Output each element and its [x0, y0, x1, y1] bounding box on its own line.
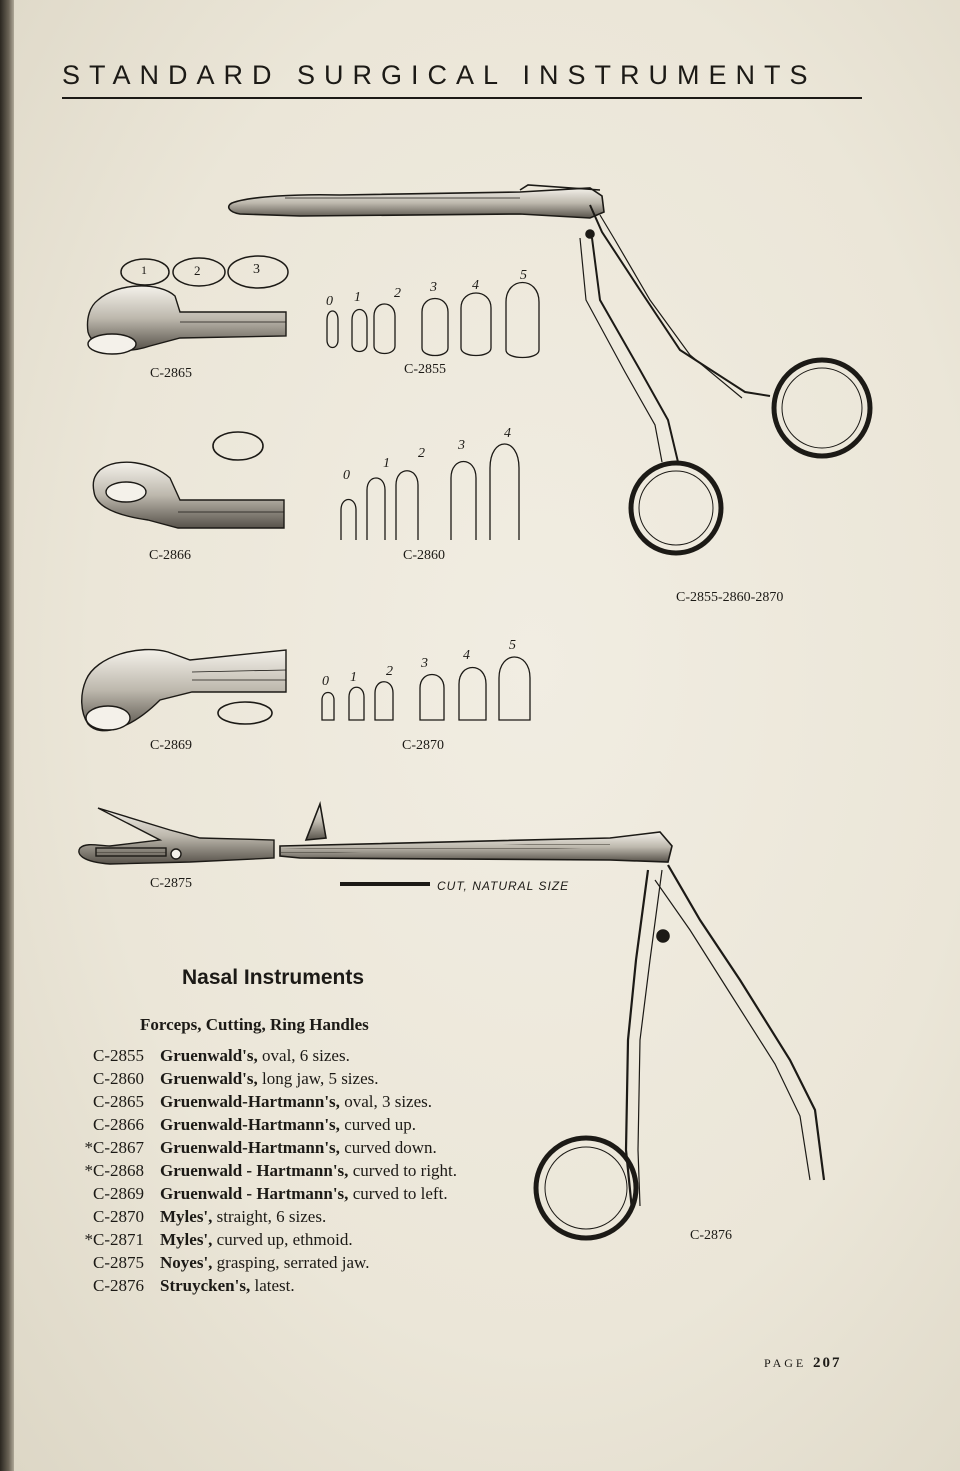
size-number: 3 [421, 656, 428, 671]
catalog-desc: curved up. [339, 1115, 416, 1134]
catalog-name: Gruenwald's, [160, 1069, 258, 1088]
figure-label-c2865: C-2865 [150, 366, 192, 381]
catalog-code: C-2866 [93, 1115, 144, 1134]
size-marker-c2866 [213, 432, 263, 460]
jaw-c2875-illustration [79, 808, 274, 864]
size-marker-label: 2 [194, 263, 201, 278]
size-number: 3 [458, 438, 465, 453]
catalog-desc: grasping, serrated jaw. [212, 1253, 370, 1272]
catalog-desc: oval, 6 sizes. [257, 1046, 350, 1065]
catalog-row [62, 1205, 522, 1228]
size-number: 5 [509, 638, 516, 653]
catalog-code: C-2876 [93, 1276, 144, 1295]
catalog-name: Gruenwald-Hartmann's, [160, 1138, 340, 1157]
size-number: 4 [472, 278, 479, 293]
catalog-row [62, 1067, 522, 1090]
figure-label-c2870: C-2870 [402, 738, 444, 753]
catalog-entry [160, 1113, 522, 1136]
size-number: 0 [326, 294, 333, 309]
catalog-desc: straight, 6 sizes. [212, 1207, 327, 1226]
catalog-name: Noyes', [160, 1253, 213, 1272]
figure-label-c2876: C-2876 [690, 1228, 732, 1243]
size-number: 1 [350, 670, 357, 685]
page-header-title: STANDARD SURGICAL INSTRUMENTS [62, 60, 817, 90]
jaw-c2865-illustration [87, 286, 286, 354]
catalog-entry [160, 1274, 522, 1297]
size-number: 3 [430, 280, 437, 295]
catalog-code: *C-2871 [84, 1230, 144, 1249]
catalog-name: Gruenwald - Hartmann's, [160, 1184, 349, 1203]
catalog-name: Myles', [160, 1207, 213, 1226]
catalog-desc: curved up, ethmoid. [212, 1230, 353, 1249]
page-label: PAGE [764, 1356, 807, 1370]
catalog-entry [160, 1182, 522, 1205]
catalog-row [62, 1044, 522, 1067]
scale-bar [340, 882, 430, 886]
catalog-row [62, 1090, 522, 1113]
figure-label-c2860: C-2860 [403, 548, 445, 563]
size-number: 4 [504, 426, 511, 441]
catalog-name: Myles', [160, 1230, 213, 1249]
size-number: 2 [418, 446, 425, 461]
catalog-name: Gruenwald-Hartmann's, [160, 1092, 340, 1111]
jaw-c2869-illustration [82, 650, 286, 731]
catalog-entry [160, 1090, 522, 1113]
catalog-name: Gruenwald's, [160, 1046, 258, 1065]
size-number: 2 [386, 664, 393, 679]
catalog-code: C-2869 [93, 1184, 144, 1203]
catalog-row [62, 1228, 522, 1251]
natural-size-note: CUT, NATURAL SIZE [437, 879, 570, 893]
catalog-code: *C-2868 [84, 1161, 144, 1180]
catalog-desc: curved down. [339, 1138, 437, 1157]
size-number: 1 [383, 456, 390, 471]
subsection-title: Forceps, Cutting, Ring Handles [140, 1015, 369, 1034]
catalog-code: C-2870 [93, 1207, 144, 1226]
figure-label-combo: C-2855-2860-2870 [676, 590, 784, 605]
catalog-desc: long jaw, 5 sizes. [257, 1069, 379, 1088]
catalog-code: *C-2867 [84, 1138, 144, 1157]
catalog-row [62, 1274, 522, 1297]
catalog-entry [160, 1044, 522, 1067]
section-title: Nasal Instruments [182, 966, 365, 989]
catalog-row [62, 1251, 522, 1274]
figure-label-c2866: C-2866 [149, 548, 191, 563]
size-marker-label: 3 [253, 262, 260, 277]
catalog-name: Gruenwald-Hartmann's, [160, 1115, 340, 1134]
catalog-desc: curved to right. [348, 1161, 458, 1180]
catalog-code: C-2875 [93, 1253, 144, 1272]
catalog-name: Gruenwald - Hartmann's, [160, 1161, 349, 1180]
catalog-entry [160, 1251, 522, 1274]
jaw-outlines-c2860 [341, 444, 519, 540]
catalog-row [62, 1136, 522, 1159]
catalog-desc: curved to left. [348, 1184, 448, 1203]
catalog-code: C-2860 [93, 1069, 144, 1088]
catalog-code: C-2855 [93, 1046, 144, 1065]
catalog-entry [160, 1228, 522, 1251]
size-number: 2 [394, 286, 401, 301]
size-number: 1 [354, 290, 361, 305]
figure-label-c2875: C-2875 [150, 876, 192, 891]
size-number: 0 [322, 674, 329, 689]
size-marker-label: 1 [141, 263, 147, 277]
catalog-name: Struycken's, [160, 1276, 251, 1295]
catalog-row [62, 1159, 522, 1182]
page-number [764, 1355, 841, 1372]
catalog-code: C-2865 [93, 1092, 144, 1111]
catalog-row [62, 1182, 522, 1205]
figure-label-c2855: C-2855 [404, 362, 446, 377]
catalog-list [62, 1044, 522, 1297]
catalog-entry [160, 1067, 522, 1090]
size-number: 5 [520, 268, 527, 283]
size-number: 4 [463, 648, 470, 663]
forceps-c2855-illustration [229, 185, 870, 553]
catalog-row [62, 1113, 522, 1136]
catalog-entry [160, 1205, 522, 1228]
page-number-value: 207 [812, 1355, 842, 1371]
catalog-desc: oval, 3 sizes. [339, 1092, 433, 1111]
figure-label-c2869: C-2869 [150, 738, 192, 753]
catalog-entry [160, 1136, 522, 1159]
catalog-desc: latest. [250, 1276, 295, 1295]
catalog-entry [160, 1159, 522, 1182]
size-number: 0 [343, 468, 350, 483]
jaw-c2866-illustration [93, 462, 284, 528]
size-marker-c2869 [218, 702, 272, 724]
